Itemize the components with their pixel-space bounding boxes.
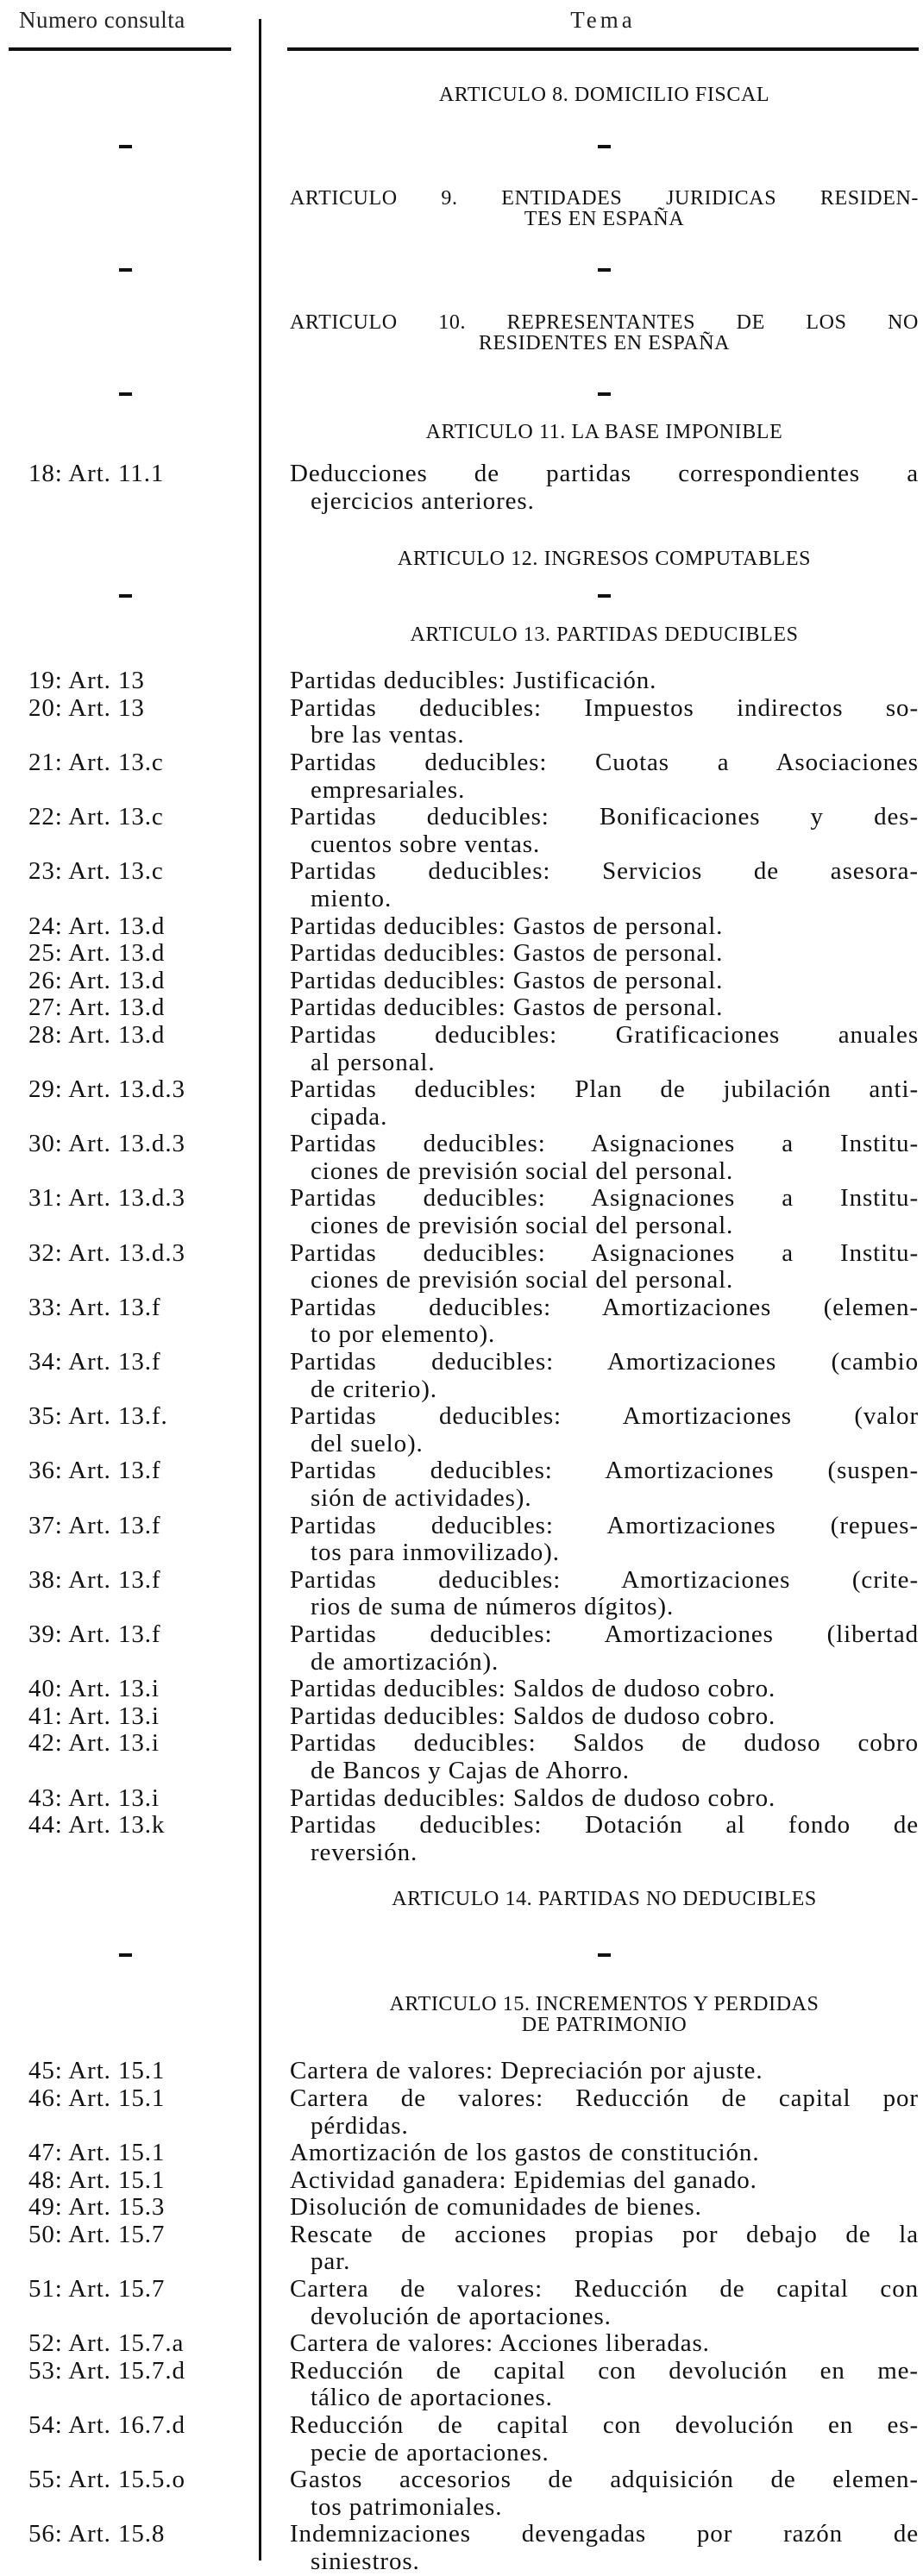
consulta-number: 22: Art. 13.c (28, 803, 164, 831)
table-row (0, 1457, 923, 1512)
tema-line: ciones de previsión social del personal. (311, 1212, 734, 1240)
consulta-number: 19: Art. 13 (28, 667, 145, 695)
consulta-number: 53: Art. 15.7.d (28, 2356, 185, 2385)
tema-text (290, 968, 919, 995)
tema-text (290, 1812, 919, 1866)
tema-line: Actividad ganadera: Epidemias del ganado. (290, 2165, 757, 2194)
tema-line: de amortización). (311, 1647, 499, 1676)
table-row (0, 1131, 923, 1185)
tema-text (290, 1730, 919, 1784)
table-row (0, 1022, 923, 1076)
tema-line: cuentos sobre ventas. (311, 830, 541, 858)
article-heading-text (290, 1994, 919, 2035)
tema-text (290, 1349, 919, 1403)
tema-line: Partidas deducibles: Amortizaciones (cambio (290, 1348, 919, 1376)
table-row (0, 994, 923, 1022)
numero-dash (119, 268, 132, 272)
heading-line: ARTICULO 12. INGRESOS COMPUTABLES (397, 548, 812, 571)
article-heading-text (290, 422, 919, 442)
tema-text (290, 2330, 919, 2358)
consulta-number: 48: Art. 15.1 (28, 2165, 166, 2194)
table-row (0, 2466, 923, 2521)
table-row (0, 2140, 923, 2167)
table-row (0, 1812, 923, 1866)
tema-line: Partidas deducibles: Saldos de dudoso cobro (290, 1729, 919, 1758)
consulta-number: 32: Art. 13.d.3 (28, 1238, 185, 1267)
article-heading-text (290, 1889, 919, 1909)
dash-separator-row (0, 1945, 923, 1965)
tema-line: Partidas deducibles: Plan de jubilación anti- (290, 1075, 919, 1104)
tema-text (290, 1567, 919, 1621)
tema-line: empresariales. (311, 775, 466, 804)
tema-dash (598, 145, 611, 148)
consulta-number: 50: Art. 15.7 (28, 2220, 166, 2248)
tema-line: de Bancos y Cajas de Ahorro. (311, 1756, 630, 1784)
table-row (0, 2085, 923, 2140)
tema-line: Partidas deducibles: Amortizaciones (libertad (290, 1620, 919, 1648)
tema-text (290, 749, 919, 804)
consultation-table (0, 52, 923, 2576)
tema-line: Cartera de valores: Reducción de capital por (290, 2084, 919, 2112)
tema-line: Partidas deducibles: Justificación. (290, 667, 657, 695)
numero-cell-empty (0, 312, 261, 354)
table-row (0, 461, 923, 515)
tema-text (290, 1022, 919, 1076)
tema-text (290, 2412, 919, 2466)
table-row (0, 1403, 923, 1457)
tema-line: Cartera de valores: Reducción de capital con (290, 2275, 919, 2303)
tema-line: ejercicios anteriores. (311, 486, 535, 515)
consulta-number: 39: Art. 13.f (28, 1620, 161, 1648)
tema-line: Partidas deducibles: Amortizaciones (suspen- (290, 1457, 919, 1485)
tema-dash (598, 594, 611, 598)
consulta-number: 27: Art. 13.d (28, 993, 166, 1022)
table-row (0, 1785, 923, 1813)
tema-line: Partidas deducibles: Saldos de dudoso cobro. (290, 1783, 776, 1812)
table-row (0, 1676, 923, 1703)
dash-separator-row (0, 384, 923, 404)
heading-line: ARTICULO 13. PARTIDAS DEDUCIBLES (410, 624, 799, 647)
consulta-number: 31: Art. 13.d.3 (28, 1184, 185, 1213)
article-heading (0, 548, 923, 569)
table-row (0, 1621, 923, 1676)
tema-line: de criterio). (311, 1375, 437, 1403)
tema-line: Partidas deducibles: Servicios de asesora- (290, 857, 919, 886)
tema-text (290, 2140, 919, 2167)
numero-cell-empty (0, 422, 261, 442)
article-heading-text (290, 624, 919, 645)
tema-line: ciones de previsión social del personal. (311, 1266, 734, 1294)
table-row (0, 2194, 923, 2222)
tema-text (290, 1131, 919, 1185)
consulta-number: 49: Art. 15.3 (28, 2193, 166, 2222)
table-row (0, 695, 923, 749)
tema-text (290, 1294, 919, 1349)
table-row (0, 1730, 923, 1784)
tema-line: Rescate de acciones propias por debajo de la (290, 2220, 919, 2248)
consulta-number: 55: Art. 15.5.o (28, 2466, 185, 2494)
heading-line: ARTICULO 8. DOMICILIO FISCAL (438, 84, 770, 106)
heading-line: RESIDENTES EN ESPAÑA (478, 332, 731, 354)
tema-line: Partidas deducibles: Gratificaciones anuales (290, 1020, 919, 1049)
tema-line: Partidas deducibles: Asignaciones a Institu- (290, 1238, 919, 1267)
tema-line: bre las ventas. (311, 721, 465, 749)
numero-dash (119, 145, 132, 148)
tema-line: Indemnizaciones devengadas por razón de (290, 2520, 919, 2548)
dash-separator-row (0, 586, 923, 606)
table-row (0, 940, 923, 968)
tema-text (290, 1403, 919, 1457)
tema-line: miento. (311, 884, 392, 912)
tema-line: Deducciones de partidas correspondientes a (290, 460, 919, 487)
tema-text (290, 1513, 919, 1567)
article-heading-text (290, 188, 919, 229)
tema-text (290, 2194, 919, 2222)
table-row (0, 2330, 923, 2358)
table-row (0, 858, 923, 912)
consulta-number: 36: Art. 13.f (28, 1457, 161, 1485)
tema-text (290, 2521, 919, 2575)
table-row (0, 2521, 923, 2575)
tema-line: siniestros. (311, 2548, 420, 2575)
consulta-number: 21: Art. 13.c (28, 748, 164, 776)
tema-line: pecie de aportaciones. (311, 2438, 549, 2466)
tema-text (290, 1703, 919, 1731)
consulta-number: 47: Art. 15.1 (28, 2139, 166, 2167)
table-row (0, 1240, 923, 1294)
tema-line: Partidas deducibles: Gastos de personal. (290, 912, 724, 940)
tema-text (290, 804, 919, 858)
heading-line: ARTICULO 11. LA BASE IMPONIBLE (425, 421, 783, 443)
tema-text (290, 2058, 919, 2085)
heading-line: ARTICULO 9. ENTIDADES JURIDICAS RESIDEN- (290, 187, 919, 210)
article-heading (0, 188, 923, 229)
table-row (0, 2276, 923, 2330)
tema-line: tos patrimoniales. (311, 2492, 503, 2521)
heading-line: ARTICULO 15. INCREMENTOS Y PERDIDAS (389, 1993, 819, 2016)
tema-line: Partidas deducibles: Asignaciones a Institu- (290, 1130, 919, 1158)
consulta-number: 54: Art. 16.7.d (28, 2411, 185, 2440)
tema-line: Partidas deducibles: Gastos de personal. (290, 966, 724, 994)
article-heading-text (290, 85, 919, 105)
tema-line: Partidas deducibles: Amortizaciones (elemen- (290, 1293, 919, 1321)
tema-line: al personal. (311, 1048, 436, 1076)
consulta-number: 41: Art. 13.i (28, 1702, 160, 1730)
tema-line: tos para inmovilizado). (311, 1539, 560, 1567)
table-row (0, 2412, 923, 2466)
table-row (0, 1513, 923, 1567)
table-row (0, 668, 923, 695)
tema-line: pérdidas. (311, 2111, 409, 2140)
consulta-number: 30: Art. 13.d.3 (28, 1130, 185, 1158)
table-row (0, 2167, 923, 2195)
numero-cell-empty (0, 1889, 261, 1909)
article-heading (0, 1889, 923, 1909)
column-header-tema: Tema (570, 7, 636, 33)
tema-line: Partidas deducibles: Amortizaciones (crite- (290, 1565, 919, 1594)
tema-line: Reducción de capital con devolución en me- (290, 2356, 919, 2385)
column-header-numero-consulta: Numero consulta (19, 7, 185, 33)
table-row (0, 1567, 923, 1621)
tema-line: Cartera de valores: Depreciación por ajuste. (290, 2057, 763, 2085)
article-heading (0, 624, 923, 645)
table-row (0, 1703, 923, 1731)
tema-line: Partidas deducibles: Cuotas a Asociaciones (290, 748, 919, 776)
consulta-number: 37: Art. 13.f (28, 1511, 161, 1539)
consulta-number: 52: Art. 15.7.a (28, 2329, 185, 2358)
table-row (0, 1294, 923, 1349)
article-heading (0, 422, 923, 442)
tema-text (290, 668, 919, 695)
tema-text (290, 1457, 919, 1512)
consulta-number: 51: Art. 15.7 (28, 2275, 166, 2303)
tema-text (290, 940, 919, 968)
tema-line: Partidas deducibles: Impuestos indirectos so- (290, 693, 919, 722)
tema-line: devolución de aportaciones. (311, 2302, 612, 2330)
tema-line: Partidas deducibles: Dotación al fondo de (290, 1811, 919, 1840)
tema-text (290, 1676, 919, 1703)
header-rule-left (9, 47, 231, 51)
tema-line: cipada. (311, 1102, 388, 1131)
numero-cell-empty (0, 548, 261, 569)
tema-dash (598, 392, 611, 396)
heading-line: ARTICULO 10. REPRESENTANTES DE LOS NO (290, 311, 919, 334)
heading-line: DE PATRIMONIO (521, 2014, 688, 2037)
tema-line: Gastos accesorios de adquisición de elemen- (290, 2466, 919, 2494)
consulta-number: 45: Art. 15.1 (28, 2057, 166, 2085)
tema-line: Partidas deducibles: Saldos de dudoso cobro. (290, 1675, 776, 1703)
numero-cell-empty (0, 188, 261, 229)
table-row (0, 913, 923, 941)
tema-line: Cartera de valores: Acciones liberadas. (290, 2329, 710, 2358)
consulta-number: 43: Art. 13.i (28, 1783, 160, 1812)
tema-text (290, 2276, 919, 2330)
consulta-number: 24: Art. 13.d (28, 912, 166, 940)
tema-text (290, 994, 919, 1022)
consulta-number: 40: Art. 13.i (28, 1675, 160, 1703)
tema-text (290, 1076, 919, 1131)
tema-line: par. (311, 2247, 351, 2276)
tema-text (290, 2167, 919, 2195)
article-heading (0, 312, 923, 354)
numero-dash (119, 392, 132, 396)
table-row (0, 1185, 923, 1239)
consulta-number: 25: Art. 13.d (28, 939, 166, 968)
tema-line: tálico de aportaciones. (311, 2384, 553, 2412)
tema-text (290, 1240, 919, 1294)
consulta-number: 26: Art. 13.d (28, 966, 166, 994)
tema-line: Partidas deducibles: Saldos de dudoso cobro. (290, 1702, 776, 1730)
numero-cell-empty (0, 85, 261, 105)
consulta-number: 42: Art. 13.i (28, 1729, 160, 1758)
tema-text (290, 1185, 919, 1239)
dash-separator-row (0, 136, 923, 157)
numero-cell-empty (0, 624, 261, 645)
tema-line: reversión. (311, 1838, 418, 1866)
consulta-number: 28: Art. 13.d (28, 1020, 166, 1049)
consulta-number: 56: Art. 15.8 (28, 2520, 166, 2548)
consulta-number: 29: Art. 13.d.3 (28, 1075, 185, 1104)
tema-text (290, 2222, 919, 2276)
table-row (0, 2222, 923, 2276)
heading-line: ARTICULO 14. PARTIDAS NO DEDUCIBLES (392, 1888, 817, 1911)
tema-line: Amortización de los gastos de constitución. (290, 2139, 760, 2167)
table-row (0, 1349, 923, 1403)
table-row (0, 2058, 923, 2085)
tema-text (290, 1785, 919, 1813)
tema-text (290, 695, 919, 749)
table-row (0, 1076, 923, 1131)
tema-text (290, 461, 919, 515)
tema-text (290, 2358, 919, 2412)
consulta-number: 34: Art. 13.f (28, 1348, 161, 1376)
numero-cell-empty (0, 1994, 261, 2035)
tema-line: Partidas deducibles: Amortizaciones (repues- (290, 1511, 919, 1539)
tema-line: Partidas deducibles: Amortizaciones (valor (290, 1402, 919, 1431)
article-heading-text (290, 312, 919, 354)
dash-separator-row (0, 260, 923, 280)
article-heading (0, 1994, 923, 2035)
numero-dash (119, 1953, 132, 1957)
tema-text (290, 913, 919, 941)
article-heading (0, 85, 923, 105)
tema-line: Partidas deducibles: Asignaciones a Institu- (290, 1184, 919, 1213)
tema-text (290, 2085, 919, 2140)
table-row (0, 2358, 923, 2412)
consulta-number: 23: Art. 13.c (28, 857, 164, 886)
consulta-number: 20: Art. 13 (28, 693, 145, 722)
tema-line: Partidas deducibles: Gastos de personal. (290, 939, 724, 968)
consulta-number: 35: Art. 13.f. (28, 1402, 168, 1431)
tema-line: ciones de previsión social del personal. (311, 1156, 734, 1185)
tema-line: Partidas deducibles: Bonificaciones y des- (290, 803, 919, 831)
tema-line: Reducción de capital con devolución en es- (290, 2411, 919, 2440)
table-row (0, 749, 923, 804)
header-rule-right (287, 47, 919, 51)
numero-dash (119, 594, 132, 598)
tema-text (290, 858, 919, 912)
tema-line: Disolución de comunidades de bienes. (290, 2193, 702, 2222)
article-heading-text (290, 548, 919, 569)
consulta-number: 46: Art. 15.1 (28, 2084, 166, 2112)
consulta-number: 33: Art. 13.f (28, 1293, 161, 1321)
table-row (0, 804, 923, 858)
tema-text (290, 1621, 919, 1676)
heading-line: TES EN ESPAÑA (524, 208, 685, 230)
consulta-number: 44: Art. 13.k (28, 1811, 166, 1840)
tema-line: sión de actividades). (311, 1484, 532, 1512)
consulta-number: 18: Art. 11.1 (28, 460, 165, 487)
tema-text (290, 2466, 919, 2521)
consulta-number: 38: Art. 13.f (28, 1565, 161, 1594)
tema-dash (598, 1953, 611, 1957)
table-row (0, 968, 923, 995)
tema-line: Partidas deducibles: Gastos de personal. (290, 993, 724, 1022)
tema-line: to por elemento). (311, 1320, 496, 1349)
tema-dash (598, 268, 611, 272)
tema-line: rios de suma de números dígitos). (311, 1593, 675, 1621)
tema-line: del suelo). (311, 1429, 424, 1457)
